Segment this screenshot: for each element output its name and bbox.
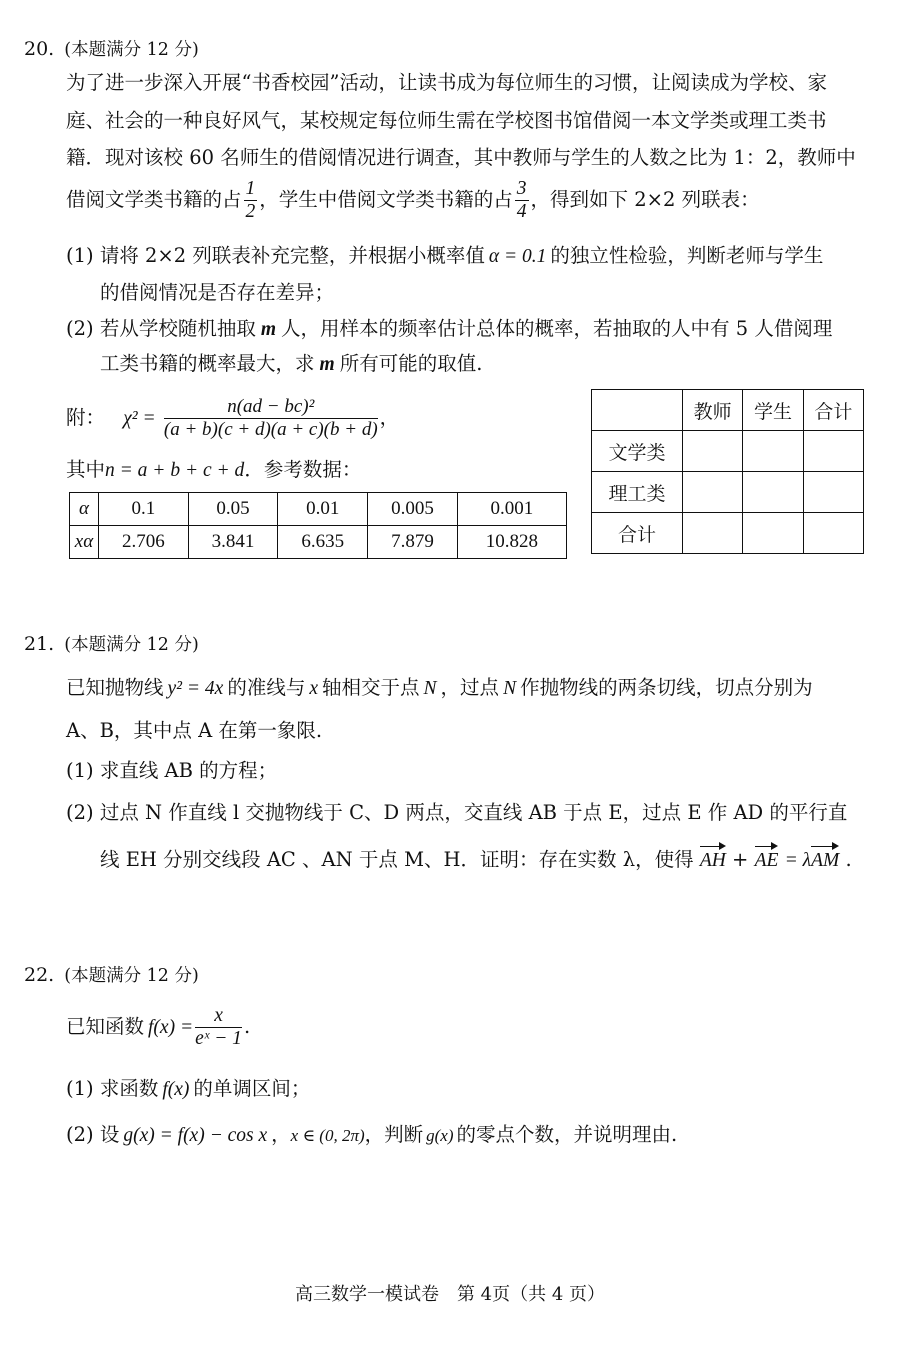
q20-sub1-text-a: 请将 2×2 列联表补充完整，并根据小概率值 [99,244,485,267]
table-row [70,493,567,526]
q20-sub1-text-c: 的独立性检验，判断老师与学生 [550,244,824,267]
q21-sub1-text: 求直线 AB 的方程； [99,759,278,782]
appendix-label: 附： [66,406,106,429]
header-cell [592,390,683,431]
q20-line-3: 籍．现对该校 60 名师生的借阅情况进行调查，其中教师与学生的人数之比为 1：2，教师中 [66,146,856,169]
table-row [592,472,864,513]
table-cell [803,513,863,554]
row-header-alpha: α [70,493,99,526]
point-n: N [423,678,437,699]
q20-line-4 [66,178,760,223]
q22-sub2-text-a: 设 [99,1123,120,1146]
q22-sub1-text-a: 求函数 [99,1077,159,1100]
q21-points: (本题满分 12 分) [64,635,199,655]
q20-points: (本题满分 12 分) [64,40,199,60]
q22-line-1 [66,1005,250,1050]
chi-square-lhs: χ² = [123,408,156,429]
table-row [592,431,864,472]
var-m: m [319,354,335,375]
q20-header [24,36,199,61]
row-label: 理工类 [592,472,683,513]
critical-value-table [69,492,567,559]
sub-label: (2) [66,1123,94,1146]
vector-am: AM [811,847,839,875]
q22-period: . [243,1015,251,1038]
equals-lambda: = λ [784,850,812,871]
q21-sub2-line-1 [66,799,847,827]
sub-label: (1) [66,244,94,267]
frac-den: 4 [516,201,527,222]
q20-sub2-line-2 [100,350,482,379]
q20-sub2-text-d: 所有可能的取值. [339,352,483,375]
q20-sub1-line-1 [66,242,823,271]
frac-num: 3 [516,178,527,199]
fraction-three-quarters [515,178,529,223]
function-denominator: eˣ − 1 [195,1028,242,1049]
table-row [70,526,567,559]
table-cell: 10.828 [457,526,566,559]
vector-ah: AH [700,847,726,875]
q20-sub2-text-c: 工类书籍的概率最大，求 [100,352,315,375]
q21-line-1 [66,674,813,703]
table-cell: 2.706 [99,526,189,559]
function-g: g(x) [426,1126,454,1145]
q20-sub1-line-2: 的借阅情况是否存在差异； [100,281,335,304]
domain-interval: x ∈ (0, 2π) [290,1126,365,1145]
q22-header [24,962,199,987]
contingency-table [591,389,864,554]
row-label: 文学类 [592,431,683,472]
sub-label: (2) [66,801,94,824]
q20-number: 20. [24,38,55,60]
point-n: N [503,678,517,699]
q20-sub2-line-1 [66,315,832,344]
where-line [66,456,361,485]
header-cell: 合计 [803,390,863,431]
q20-line-2: 庭、社会的一种良好风气，某校规定每位师生需在学校图书馆借阅一本文学类或理工类书 [66,109,827,132]
table-cell: 0.001 [457,493,566,526]
chi-square-fraction [164,396,378,441]
q21-text-a: 已知抛物线 [66,676,164,699]
table-cell: 0.01 [278,493,368,526]
q21-sub2-text-1: 过点 N 作直线 l 交抛物线于 C、D 两点，交直线 AB 于点 E，过点 E 作 AD 的平行直 [99,801,848,824]
where-label: 其中 [66,458,106,481]
table-cell [743,431,803,472]
table-cell: 0.1 [99,493,189,526]
q20-line-1: 为了进一步深入开展“书香校园”活动，让读书成为每位师生的习惯，让阅读成为学校、家 [66,71,827,94]
q21-sub2-text-2: 线 EH 分别交线段 AC 、AN 于点 M、H．证明：存在实数 λ，使得 [100,848,694,871]
q21-text-c: 轴相交于点 [322,676,420,699]
table-row [592,513,864,554]
fraction-one-half [244,178,258,223]
parabola-equation: y² = 4x [167,678,224,699]
page-footer: 高三数学一模试卷 第 4页（共 4 页） [294,1284,606,1305]
row-label: 合计 [592,513,683,554]
sub-label: (1) [66,1077,94,1100]
vector-ae: AE [755,847,779,875]
header-cell: 教师 [683,390,743,431]
q20-line-4a: 借阅文学类书籍的占 [66,188,242,211]
q22-sub2-text-c: ，判断 [364,1123,424,1146]
plus-sign: + [732,848,749,871]
q22-sub2-comma: ， [271,1123,291,1146]
table-header-row [592,390,864,431]
table-cell [683,513,743,554]
function-f: f(x) [162,1079,190,1100]
q22-points: (本题满分 12 分) [64,966,199,986]
function-fraction [195,1005,242,1050]
q22-sub1 [66,1075,310,1104]
q21-sub1 [66,757,277,785]
table-cell [683,472,743,513]
q22-sub2 [66,1121,677,1150]
q22-sub1-text-b: 的单调区间； [193,1077,311,1100]
q21-number: 21. [24,633,55,655]
table-cell: 7.879 [368,526,458,559]
period: . [845,848,852,871]
table-cell [803,431,863,472]
row-header-x-alpha: xα [70,526,99,559]
table-cell: 6.635 [278,526,368,559]
header-cell: 学生 [743,390,803,431]
reference-data-label: ．参考数据： [244,458,362,481]
q20-sub2-text-a: 若从学校随机抽取 [99,317,256,340]
function-lhs: f(x) = [148,1017,194,1038]
frac-den: 2 [245,201,256,222]
q21-line-2: A、B，其中点 A 在第一象限. [66,719,323,742]
table-cell [803,472,863,513]
formula-comma: ， [379,406,400,429]
chi-square-denominator: (a + b)(c + d)(a + c)(b + d) [163,419,378,440]
q21-header [24,631,199,656]
q22-number: 22. [24,964,55,986]
var-x: x [309,678,319,699]
table-cell: 0.005 [368,493,458,526]
q21-text-b: 的准线与 [227,676,306,699]
n-definition: n = a + b + c + d [105,460,245,481]
q21-sub2-line-2 [100,846,852,875]
q22-text-a: 已知函数 [66,1015,145,1038]
q22-sub2-text-d: 的零点个数，并说明理由. [456,1123,678,1146]
q20-sub2-text-b: 人，用样本的频率估计总体的概率，若抽取的人中有 5 人借阅理 [281,317,833,340]
alpha-value: α = 0.1 [488,246,547,267]
q21-text-d: ，过点 [440,676,500,699]
frac-num: 1 [245,178,256,199]
table-cell [683,431,743,472]
q20-line-4b: ，学生中借阅文学类书籍的占 [259,188,513,211]
var-m: m [260,319,277,340]
sub-label: (2) [66,317,94,340]
table-cell [743,472,803,513]
chi-square-numerator: n(ad − bc)² [164,396,378,419]
sub-label: (1) [66,759,94,782]
appendix-formula [66,396,399,441]
table-cell [743,513,803,554]
g-definition: g(x) = f(x) − cos x [123,1125,268,1146]
table-cell: 3.841 [188,526,278,559]
table-cell: 0.05 [188,493,278,526]
q20-line-4c: ，得到如下 2×2 列联表： [530,188,760,211]
function-numerator: x [195,1005,242,1028]
q21-text-e: 作抛物线的两条切线，切点分别为 [520,676,813,699]
